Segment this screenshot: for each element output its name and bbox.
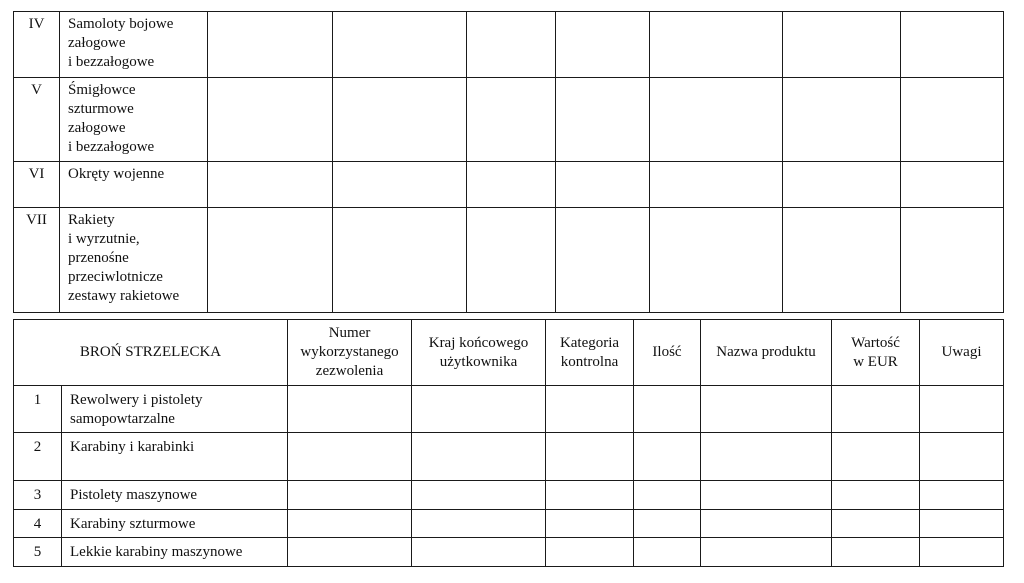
empty-cell[interactable] <box>556 12 650 78</box>
table-row <box>14 481 1004 510</box>
empty-cell[interactable] <box>701 510 832 538</box>
row-label-line: Rakiety <box>68 212 115 228</box>
empty-cell[interactable] <box>832 386 920 433</box>
row-number: V <box>14 78 60 162</box>
row-label-line: Śmigłowce <box>68 82 136 98</box>
empty-cell[interactable] <box>920 433 1004 481</box>
empty-cell[interactable] <box>333 12 467 78</box>
empty-cell[interactable] <box>546 538 634 567</box>
row-number: VII <box>14 208 60 313</box>
empty-cell[interactable] <box>288 538 412 567</box>
column-header <box>701 320 832 386</box>
empty-cell[interactable] <box>650 162 783 208</box>
column-header-line: kontrolna <box>560 353 619 370</box>
empty-cell[interactable] <box>412 433 546 481</box>
row-label-line: samopowtarzalne <box>70 411 175 427</box>
row-number: IV <box>14 12 60 78</box>
empty-cell[interactable] <box>556 78 650 162</box>
table-row <box>14 538 1004 567</box>
row-label <box>60 78 208 162</box>
row-number: 2 <box>14 433 62 481</box>
table-row <box>14 510 1004 538</box>
empty-cell[interactable] <box>412 510 546 538</box>
row-label-line: przeciwlotnicze <box>68 269 163 285</box>
row-label-line: i bezzałogowe <box>68 139 155 155</box>
row-label-line: Rewolwery i pistolety <box>70 392 203 408</box>
row-label-line: i wyrzutnie, <box>68 231 140 247</box>
empty-cell[interactable] <box>412 386 546 433</box>
empty-cell[interactable] <box>920 538 1004 567</box>
column-header-line: Ilość <box>652 344 682 360</box>
column-header <box>546 320 634 386</box>
empty-cell[interactable] <box>783 162 901 208</box>
column-header-line: Kraj końcowego <box>428 334 529 351</box>
empty-cell[interactable] <box>208 12 333 78</box>
row-label-line: Samoloty bojowe <box>68 16 174 32</box>
row-label-line: przenośne <box>68 250 129 266</box>
column-header-line: Wartość <box>851 334 900 351</box>
column-header <box>288 320 412 386</box>
empty-cell[interactable] <box>920 481 1004 510</box>
row-label <box>62 510 288 538</box>
row-label-line: Pistolety maszynowe <box>70 487 198 503</box>
empty-cell[interactable] <box>832 433 920 481</box>
row-number: 4 <box>14 510 62 538</box>
empty-cell[interactable] <box>901 208 1004 313</box>
column-header-line: Uwagi <box>941 344 982 360</box>
empty-cell[interactable] <box>901 162 1004 208</box>
column-header <box>412 320 546 386</box>
row-number: 5 <box>14 538 62 567</box>
table-row <box>14 208 1004 313</box>
empty-cell[interactable] <box>701 386 832 433</box>
column-header-line: użytkownika <box>439 353 518 370</box>
table-row <box>14 78 1004 162</box>
column-header-line: Nazwa produktu <box>716 344 816 360</box>
row-number: 1 <box>14 386 62 433</box>
table-row <box>14 162 1004 208</box>
empty-cell[interactable] <box>467 78 556 162</box>
column-header <box>920 320 1004 386</box>
empty-cell[interactable] <box>208 78 333 162</box>
table-row <box>14 386 1004 433</box>
empty-cell[interactable] <box>783 12 901 78</box>
empty-cell[interactable] <box>634 538 701 567</box>
empty-cell[interactable] <box>556 162 650 208</box>
empty-cell[interactable] <box>783 208 901 313</box>
row-label <box>60 208 208 313</box>
row-label-line: załogowe <box>68 35 126 51</box>
empty-cell[interactable] <box>467 208 556 313</box>
row-label-line: Karabiny i karabinki <box>70 439 195 455</box>
column-header <box>634 320 701 386</box>
column-header <box>832 320 920 386</box>
empty-cell[interactable] <box>412 481 546 510</box>
empty-cell[interactable] <box>701 538 832 567</box>
row-label-line: szturmowe <box>68 101 134 117</box>
row-label-line: Lekkie karabiny maszynowe <box>70 544 243 560</box>
empty-cell[interactable] <box>467 162 556 208</box>
row-label <box>62 538 288 567</box>
empty-cell[interactable] <box>556 208 650 313</box>
empty-cell[interactable] <box>650 12 783 78</box>
empty-cell[interactable] <box>832 510 920 538</box>
empty-cell[interactable] <box>901 12 1004 78</box>
empty-cell[interactable] <box>701 481 832 510</box>
upper-table <box>13 11 1004 313</box>
row-label-line: Karabiny szturmowe <box>70 516 196 532</box>
empty-cell[interactable] <box>208 208 333 313</box>
row-label-line: zestawy rakietowe <box>68 288 180 304</box>
empty-cell[interactable] <box>901 78 1004 162</box>
row-label <box>62 481 288 510</box>
header-row <box>14 320 1004 386</box>
empty-cell[interactable] <box>333 208 467 313</box>
row-label-line: Okręty wojenne <box>68 166 165 182</box>
empty-cell[interactable] <box>920 510 1004 538</box>
empty-cell[interactable] <box>832 538 920 567</box>
empty-cell[interactable] <box>634 386 701 433</box>
empty-cell[interactable] <box>634 481 701 510</box>
empty-cell[interactable] <box>546 481 634 510</box>
column-header-line: zezwolenia <box>315 363 384 379</box>
row-number: VI <box>14 162 60 208</box>
empty-cell[interactable] <box>546 433 634 481</box>
column-header-line: Kategoria <box>559 334 620 351</box>
column-header-line: Numer <box>328 325 371 341</box>
empty-cell[interactable] <box>634 433 701 481</box>
table-row <box>14 12 1004 78</box>
row-label <box>60 162 208 208</box>
empty-cell[interactable] <box>288 433 412 481</box>
empty-cell[interactable] <box>546 386 634 433</box>
table-row <box>14 433 1004 481</box>
empty-cell[interactable] <box>333 162 467 208</box>
empty-cell[interactable] <box>920 386 1004 433</box>
empty-cell[interactable] <box>333 78 467 162</box>
row-label <box>62 386 288 433</box>
empty-cell[interactable] <box>783 78 901 162</box>
section-title: BROŃ STRZELECKA <box>14 320 288 386</box>
small-arms-table <box>13 319 1004 567</box>
empty-cell[interactable] <box>701 433 832 481</box>
empty-cell[interactable] <box>467 12 556 78</box>
empty-cell[interactable] <box>650 208 783 313</box>
empty-cell[interactable] <box>650 78 783 162</box>
row-label-line: załogowe <box>68 120 126 136</box>
empty-cell[interactable] <box>634 510 701 538</box>
row-label-line: i bezzałogowe <box>68 54 155 70</box>
row-number: 3 <box>14 481 62 510</box>
empty-cell[interactable] <box>208 162 333 208</box>
row-label <box>62 433 288 481</box>
empty-cell[interactable] <box>412 538 546 567</box>
empty-cell[interactable] <box>288 481 412 510</box>
empty-cell[interactable] <box>288 510 412 538</box>
empty-cell[interactable] <box>832 481 920 510</box>
empty-cell[interactable] <box>546 510 634 538</box>
column-header-line: w EUR <box>853 353 898 370</box>
empty-cell[interactable] <box>288 386 412 433</box>
row-label <box>60 12 208 78</box>
column-header-line: wykorzystanego <box>300 344 399 360</box>
